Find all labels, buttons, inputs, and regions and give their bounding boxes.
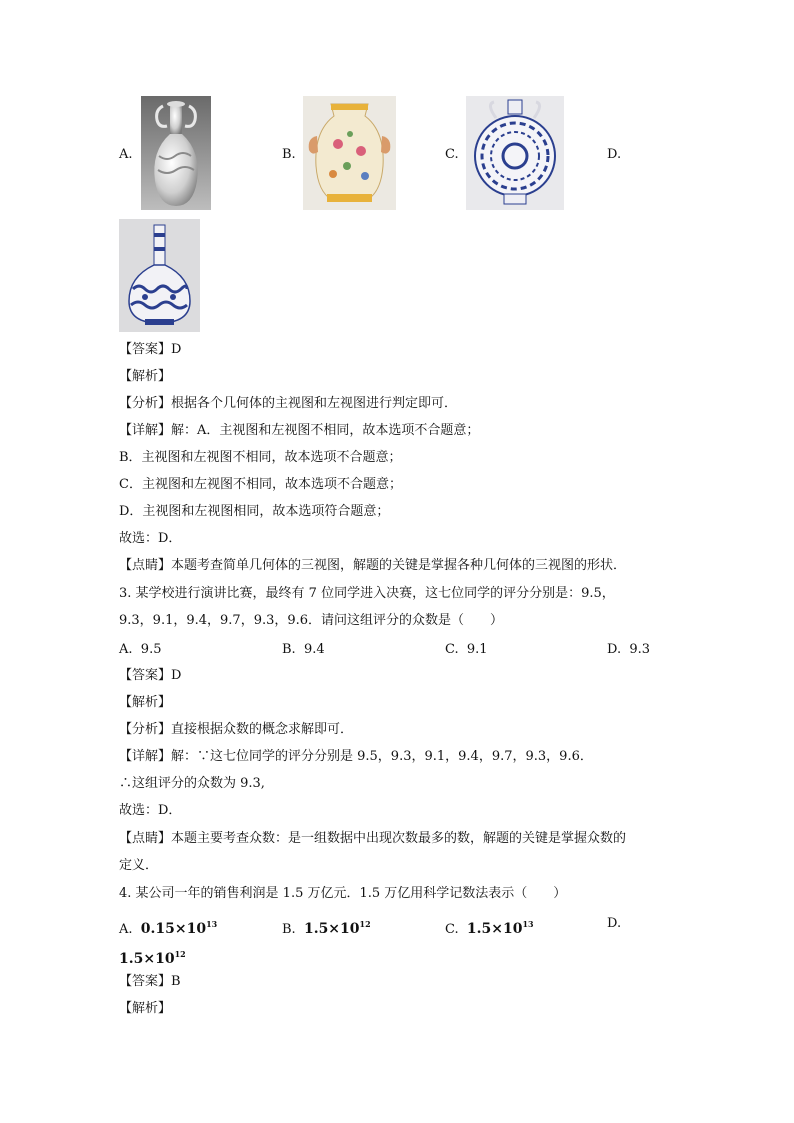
q3-option-c-value: 9.1 — [466, 642, 488, 657]
q2-option-c-label: C. — [445, 147, 459, 162]
q4-answer: 【答案】B — [119, 974, 181, 989]
q4-stem: 4. 某公司一年的销售利润是 1.5 万亿元．1.5 万亿用科学记数法表示（ ） — [119, 886, 567, 901]
q4-option-a-exponent: 13 — [206, 919, 218, 929]
q2-option-c-image — [466, 96, 564, 210]
q2-detail-line: D．主视图和左视图相同，故本选项符合题意； — [119, 504, 390, 519]
q3-option-b-label: B. — [282, 642, 296, 657]
q2-detail-line: 【详解】解：A．主视图和左视图不相同，故本选项不合题意； — [119, 423, 480, 438]
q2-option-d-label: D. — [607, 147, 622, 162]
q3-option-c-label: C. — [445, 642, 459, 657]
q4-option-a-label: A. — [119, 922, 133, 937]
q4-jiexi-heading: 【解析】 — [119, 1001, 172, 1016]
q2-answer: 【答案】D — [119, 342, 182, 357]
q3-detail-line: 故选：D． — [119, 803, 182, 818]
q2-option-d-image — [119, 219, 200, 332]
q2-detail-line: C．主视图和左视图不相同，故本选项不合题意； — [119, 477, 402, 492]
q2-jiexi-heading: 【解析】 — [119, 369, 172, 384]
q3-option-d-label: D. — [607, 642, 622, 657]
q2-analysis: 【分析】根据各个几何体的主视图和左视图进行判定即可． — [119, 396, 458, 411]
q3-option-b-value: 9.4 — [303, 642, 325, 657]
q2-option-b-image — [303, 96, 396, 210]
q4-option-d-base: 1.5×10 — [119, 951, 175, 967]
q3-detail-line: 【详解】解：∵这七位同学的评分分别是 9.5，9.3，9.1，9.4，9.7，9.3，9.6． — [119, 749, 593, 764]
q4-option-c-base: 1.5×10 — [466, 921, 523, 937]
q4-option-d-exponent: 12 — [174, 949, 186, 959]
q2-detail-line: 故选：D． — [119, 531, 182, 546]
q4-option-c-label: C. — [445, 922, 459, 937]
q3-comment-line: 【点睛】本题主要考查众数：是一组数据中出现次数最多的数，解题的关键是掌握众数的 — [119, 831, 627, 846]
q3-option-d-value: 9.3 — [629, 642, 651, 657]
q2-option-a-image — [141, 96, 211, 210]
q2-comment: 【点睛】本题考查简单几何体的三视图，解题的关键是掌握各种几何体的三视图的形状． — [119, 558, 627, 573]
q3-analysis: 【分析】直接根据众数的概念求解即可． — [119, 722, 354, 737]
q4-option-b-base: 1.5×10 — [303, 921, 360, 937]
q2-option-a-label: A. — [119, 147, 133, 162]
q3-detail-line: ∴这组评分的众数为 9.3, — [119, 776, 265, 791]
q4-option-b — [282, 915, 371, 939]
q4-option-a — [119, 915, 217, 939]
q3-option-c — [445, 641, 488, 659]
q4-option-c — [445, 915, 534, 939]
q4-option-d — [119, 945, 186, 969]
q3-option-b — [282, 641, 325, 659]
q3-answer: 【答案】D — [119, 668, 182, 683]
q2-option-b-label: B. — [282, 147, 296, 162]
q3-stem-line: 9.3，9.1，9.4，9.7，9.3，9.6．请问这组评分的众数是（ ） — [119, 613, 504, 628]
q3-option-a-label: A. — [119, 642, 133, 657]
q4-option-b-label: B. — [282, 922, 296, 937]
q3-jiexi-heading: 【解析】 — [119, 695, 172, 710]
q4-option-c-exponent: 13 — [522, 919, 534, 929]
q3-option-a-value: 9.5 — [140, 642, 162, 657]
q3-comment-line: 定义． — [119, 858, 159, 873]
q3-option-a — [119, 641, 161, 659]
q3-stem-line: 3. 某学校进行演讲比赛，最终有 7 位同学进入决赛，这七位同学的评分分别是：9.5， — [119, 586, 615, 601]
q4-option-a-base: 0.15×10 — [140, 921, 207, 937]
q4-option-b-exponent: 12 — [359, 919, 371, 929]
q3-option-d — [607, 641, 650, 659]
q2-detail-line: B．主视图和左视图不相同，故本选项不合题意； — [119, 450, 402, 465]
q4-option-d-label: D. — [607, 916, 622, 931]
